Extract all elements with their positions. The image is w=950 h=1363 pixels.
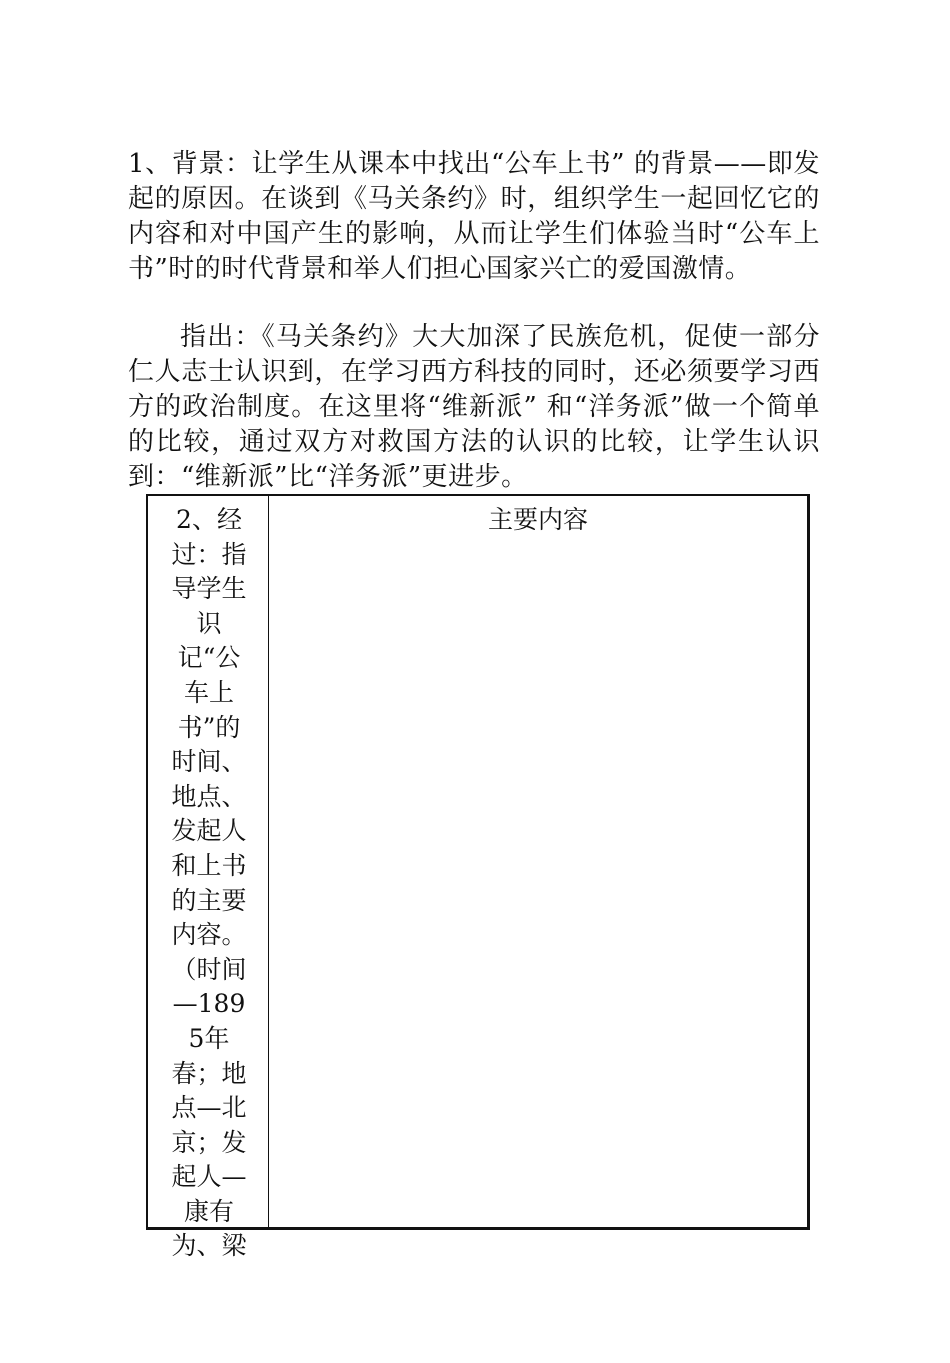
point-out-paragraph: 指出：《马关条约》大大加深了民族危机，促使一部分仁人志士认识到，在学习西方科技的同时，还必须要学习西方的政治制度。在这里将“维新派” 和“洋务派”做一个简单的比较，通过双方对救国方法的认识的比较，让学生认识到：“维新派”比“洋务派”更进步。	[128, 322, 820, 492]
table-left-cell: 2、经过：指导学生识记“公车上书”的时间、地点、发起人和上书的主要内容。（时间—1895年春；地点—北京；发起人—康有为、梁	[148, 496, 269, 1227]
table-right-cell	[269, 496, 807, 1227]
content-table	[146, 494, 810, 1261]
background-paragraph: 1、背景：让学生从课本中找出“公车上书” 的背景——即发起的原因。在谈到《马关条约》时，组织学生一起回忆它的内容和对中国产生的影响，从而让学生们体验当时“公车上书”时的时代背景和举人们担心国家兴亡的爱国激情。	[128, 149, 820, 284]
main-content-header: 主要内容	[487, 505, 588, 534]
